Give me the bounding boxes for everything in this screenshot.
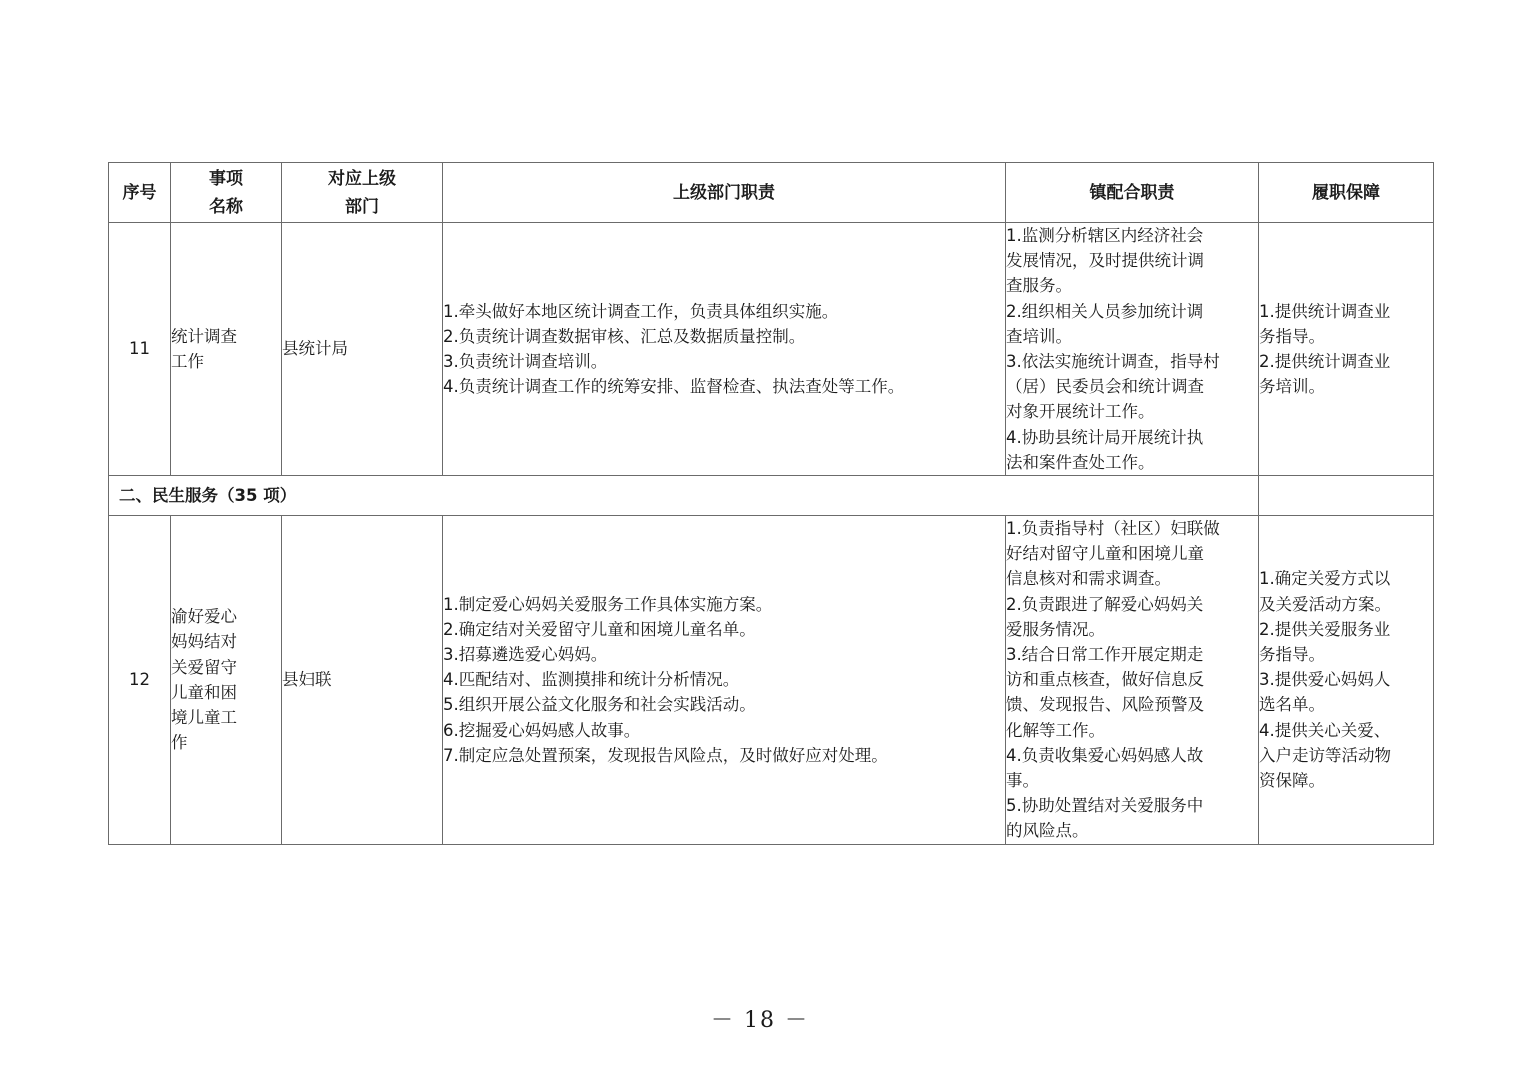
row-item-name: 渝好爱心 妈妈结对 关爱留守 儿童和困 境儿童工 作 (171, 516, 282, 845)
header-seq: 序号 (109, 163, 171, 223)
row-dept: 县统计局 (282, 223, 443, 476)
duty-table (108, 162, 1434, 845)
row-guarantee: 1.确定关爱方式以 及关爱活动方案。 2.提供关爱服务业 务指导。 3.提供爱心妈妈人 选名单。 4.提供关心关爱、 入户走访等活动物 资保障。 (1259, 516, 1434, 845)
header-dept: 对应上级 部门 (282, 163, 443, 223)
header-name: 事项 名称 (171, 163, 282, 223)
row-seq: 11 (109, 223, 171, 476)
row-item-name: 统计调查 工作 (171, 223, 282, 476)
table-row (109, 516, 1434, 845)
section-empty-cell (1259, 476, 1434, 516)
row-dept: 县妇联 (282, 516, 443, 845)
header-town-duty: 镇配合职责 (1006, 163, 1259, 223)
row-seq: 12 (109, 516, 171, 845)
header-guarantee: 履职保障 (1259, 163, 1434, 223)
header-row (109, 163, 1434, 223)
header-upper-duty: 上级部门职责 (443, 163, 1006, 223)
table-row (109, 223, 1434, 476)
page-number: － 18 － (711, 1008, 809, 1033)
row-guarantee: 1.提供统计调查业 务指导。 2.提供统计调查业 务培训。 (1259, 223, 1434, 476)
row-upper-duty: 1.牵头做好本地区统计调查工作，负责具体组织实施。 2.负责统计调查数据审核、汇总及数据质量控制。 3.负责统计调查培训。 4.负责统计调查工作的统筹安排、监督检查、执法查处等工作。 (443, 223, 1006, 476)
row-upper-duty: 1.制定爱心妈妈关爱服务工作具体实施方案。 2.确定结对关爱留守儿童和困境儿童名单。 3.招募遴选爱心妈妈。 4.匹配结对、监测摸排和统计分析情况。 5.组织开展公益文化服务和社会实践活动。 6.挖掘爱心妈妈感人故事。 7.制定应急处置预案，发现报告风险点，及时做好应对处理。 (443, 516, 1006, 845)
section-row (109, 476, 1434, 516)
row-town-duty: 1.负责指导村（社区）妇联做 好结对留守儿童和困境儿童 信息核对和需求调查。 2.负责跟进了解爱心妈妈关 爱服务情况。 3.结合日常工作开展定期走 访和重点核查，做好信息反 馈、发现报告、风险预警及 化解等工作。 4.负责收集爱心妈妈感人故 事。 5.协助处置结对关爱服务中 的风险点。 (1006, 516, 1259, 845)
section-title: 二、民生服务（35 项） (109, 476, 1259, 516)
row-town-duty: 1.监测分析辖区内经济社会 发展情况，及时提供统计调 查服务。 2.组织相关人员参加统计调 查培训。 3.依法实施统计调查，指导村 （居）民委员会和统计调查 对象开展统计工作。 4.协助县统计局开展统计执 法和案件查处工作。 (1006, 223, 1259, 476)
